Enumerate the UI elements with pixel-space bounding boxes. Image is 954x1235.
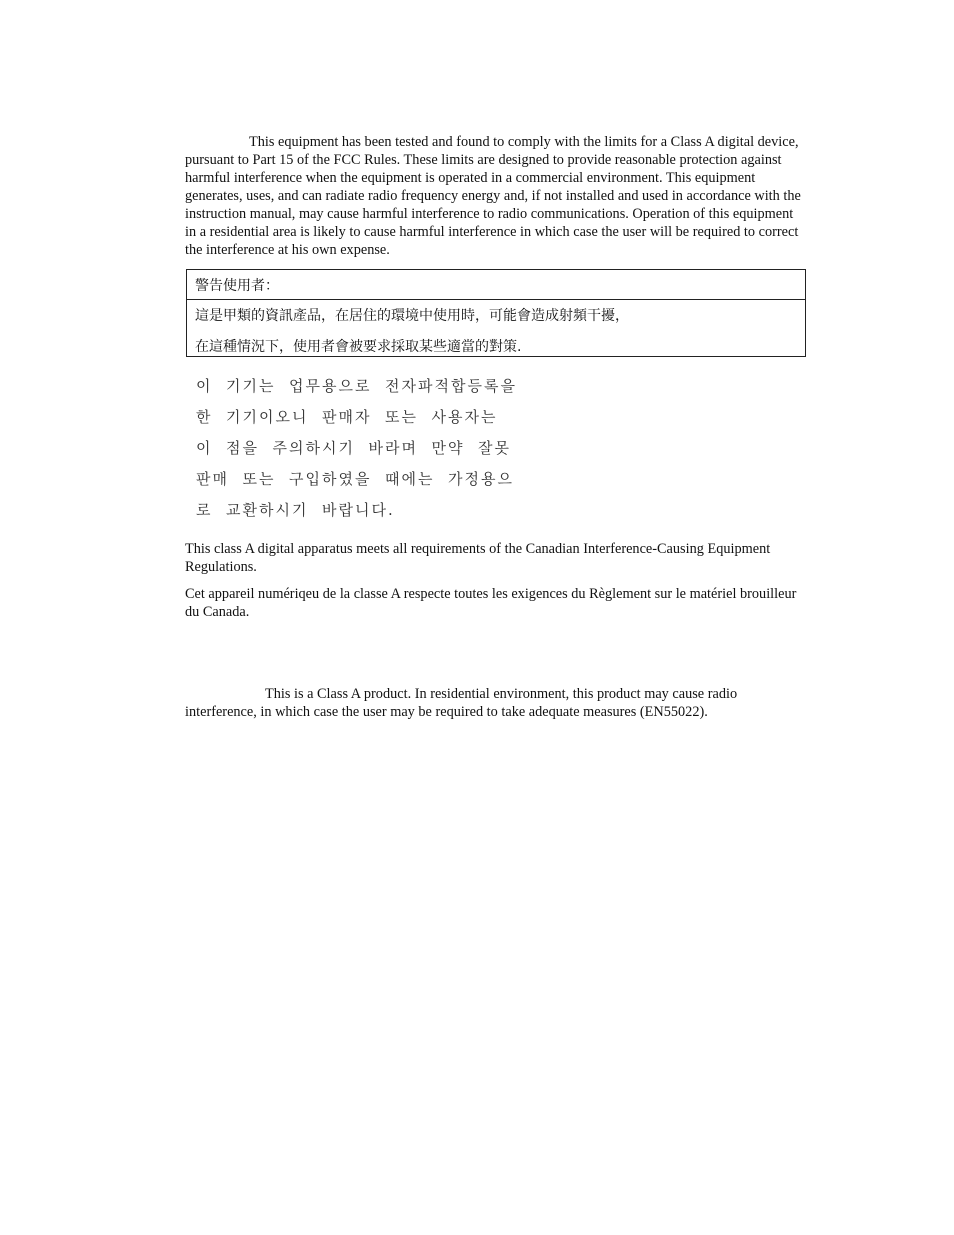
korean-notice-line: 이 점을 주의하시기 바라며 만약 잘못 [196, 439, 512, 457]
eu-notice-text: This is a Class A product. In residential environment, this product may cause radio interference, in which case the user may be required to take adequate measures (EN55022). [185, 686, 738, 720]
taiwan-warning-heading: 警告使用者： [195, 278, 279, 294]
canada-notice-french: Cet appareil numériqeu de la classe A respecte toutes les exigences du Règlement sur le matériel brouilleur du Canada. [185, 586, 797, 620]
korean-notice-line: 이 기기는 업무용으로 전자파적합등록을 [196, 377, 517, 395]
korean-notice [196, 374, 556, 529]
korean-notice-line: 판매 또는 구입하였을 때에는 가정용으 [196, 470, 514, 488]
korean-notice-line: 한 기기이오니 판매자 또는 사용자는 [196, 408, 498, 426]
taiwan-warning-line-2: 在這種情況下，使用者會被要求採取某些適當的對策. [195, 339, 522, 355]
eu-notice [185, 685, 805, 721]
taiwan-warning-line-1: 這是甲類的資訊產品，在居住的環境中使用時，可能會造成射頻干擾， [195, 308, 629, 324]
taiwan-warning-divider [187, 299, 805, 300]
canada-notice-english: This class A digital apparatus meets all requirements of the Canadian Interference-Causing Equipment Regulations. [185, 541, 771, 575]
taiwan-warning-box [186, 269, 806, 357]
fcc-notice [185, 133, 805, 259]
korean-notice-line: 로 교환하시기 바랍니다. [196, 501, 395, 519]
fcc-notice-text: This equipment has been tested and found to comply with the limits for a Class A digital device, pursuant to Part 15 of the FCC Rules. These limits are designed to provide reasonable protection against harmful interference when the equipment is operated in a commercial environment. This equipment generates, uses, and can radiate radio frequency energy and, if not installed and used in accordance with the instruction manual, may cause harmful interference to radio communications. Operation of this equipment in a residential area is likely to cause harmful interference in which case the user will be required to correct the interference at his own expense. [185, 134, 801, 258]
